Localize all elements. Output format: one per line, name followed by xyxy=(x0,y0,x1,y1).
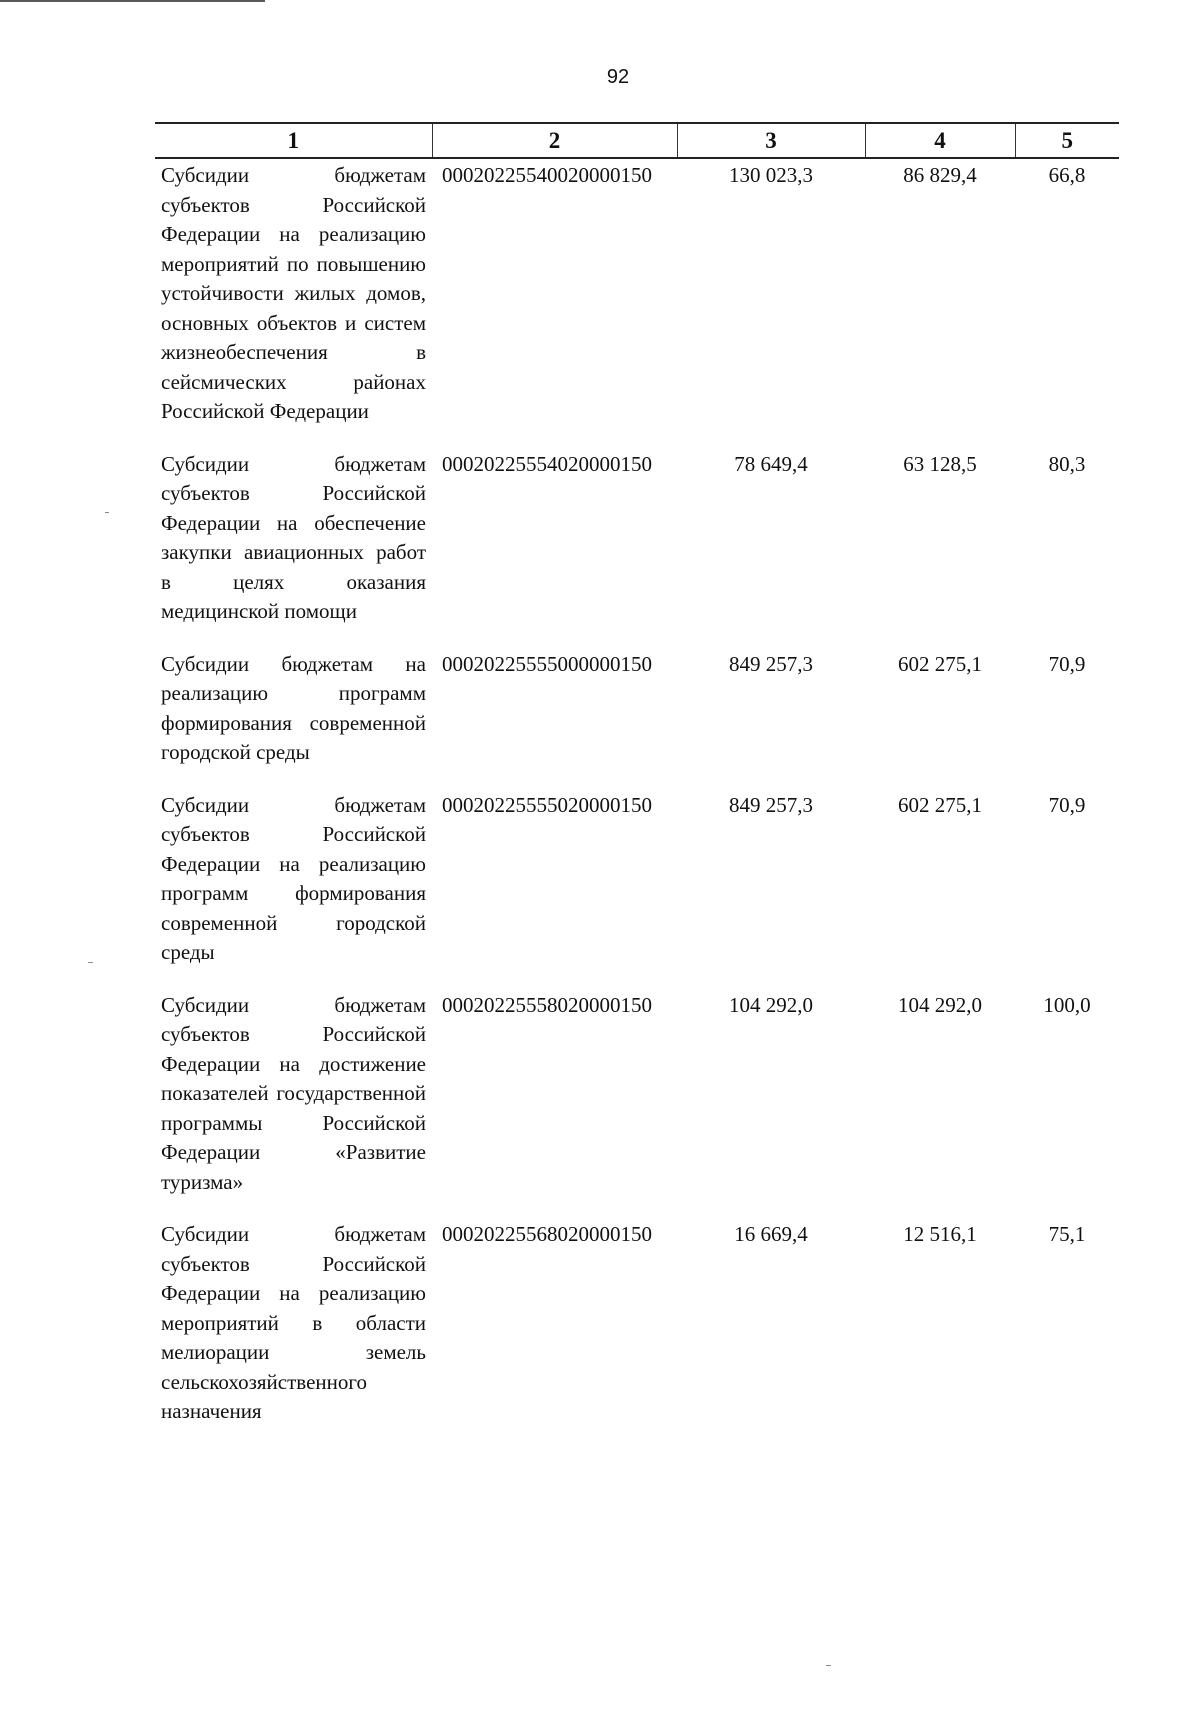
row-fact: 104 292,0 xyxy=(898,992,982,1017)
column-header-2: 2 xyxy=(432,123,677,158)
table-header xyxy=(155,123,1119,158)
row-plan: 78 649,4 xyxy=(734,451,808,476)
row-fact: 602 275,1 xyxy=(898,651,982,676)
table-row xyxy=(155,1220,1119,1450)
row-code: 00020225555000000150 xyxy=(442,651,652,676)
table-row xyxy=(155,450,1119,650)
table-row xyxy=(155,791,1119,991)
column-header-5: 5 xyxy=(1015,123,1119,158)
scan-edge-line xyxy=(0,0,265,2)
column-header-3: 3 xyxy=(677,123,865,158)
scan-speck xyxy=(826,1665,831,1666)
row-percent: 66,8 xyxy=(1048,163,1086,187)
row-fact: 63 128,5 xyxy=(903,451,977,476)
row-plan: 104 292,0 xyxy=(729,992,813,1017)
row-name: Субсидии бюджетам субъектов Российской Федерации на достижение показателей государственной программы Российской Федерации «Развитие туризма» xyxy=(161,992,426,1194)
row-plan: 130 023,3 xyxy=(729,163,813,187)
row-plan: 849 257,3 xyxy=(729,651,813,676)
row-name: Субсидии бюджетам субъектов Российской Федерации на реализацию мероприятий в области мелиорации земель сельскохозяйственного назначения xyxy=(161,1222,426,1423)
row-plan: 16 669,4 xyxy=(734,1222,808,1246)
table-body xyxy=(155,158,1119,1450)
table-row xyxy=(155,991,1119,1221)
data-table xyxy=(155,122,1119,1450)
table-row xyxy=(155,650,1119,791)
row-name: Субсидии бюджетам на реализацию программ формирования современной городской среды xyxy=(161,651,426,764)
scan-speck xyxy=(105,512,109,513)
row-percent: 75,1 xyxy=(1048,1222,1086,1246)
column-header-1: 1 xyxy=(155,123,432,158)
row-name: Субсидии бюджетам субъектов Российской Федерации на реализацию программ формирования современной городской среды xyxy=(161,792,426,964)
row-percent: 100,0 xyxy=(1043,992,1091,1017)
row-name: Субсидии бюджетам субъектов Российской Федерации на обеспечение закупки авиационных работ в целях оказания медицинской помощи xyxy=(161,451,426,623)
row-code: 00020225568020000150 xyxy=(442,1222,652,1246)
row-code: 00020225554020000150 xyxy=(442,451,652,476)
row-fact: 602 275,1 xyxy=(898,792,982,817)
header-row xyxy=(155,123,1119,158)
row-fact: 12 516,1 xyxy=(903,1222,977,1246)
row-code: 00020225540020000150 xyxy=(442,163,652,187)
row-plan: 849 257,3 xyxy=(729,792,813,817)
row-percent: 80,3 xyxy=(1048,451,1086,476)
row-fact: 86 829,4 xyxy=(903,163,977,187)
page-number: 92 xyxy=(606,66,630,88)
row-percent: 70,9 xyxy=(1048,651,1086,676)
row-percent: 70,9 xyxy=(1048,792,1086,817)
scan-speck xyxy=(88,962,93,963)
column-header-4: 4 xyxy=(865,123,1015,158)
row-name: Субсидии бюджетам субъектов Российской Федерации на реализацию мероприятий по повышению устойчивости жилых домов, основных объектов и систем жизнеобеспечения в сейсмических районах Российской Федерации xyxy=(161,163,426,423)
row-code: 00020225555020000150 xyxy=(442,792,652,817)
row-code: 00020225558020000150 xyxy=(442,992,652,1017)
table-row xyxy=(155,158,1119,450)
